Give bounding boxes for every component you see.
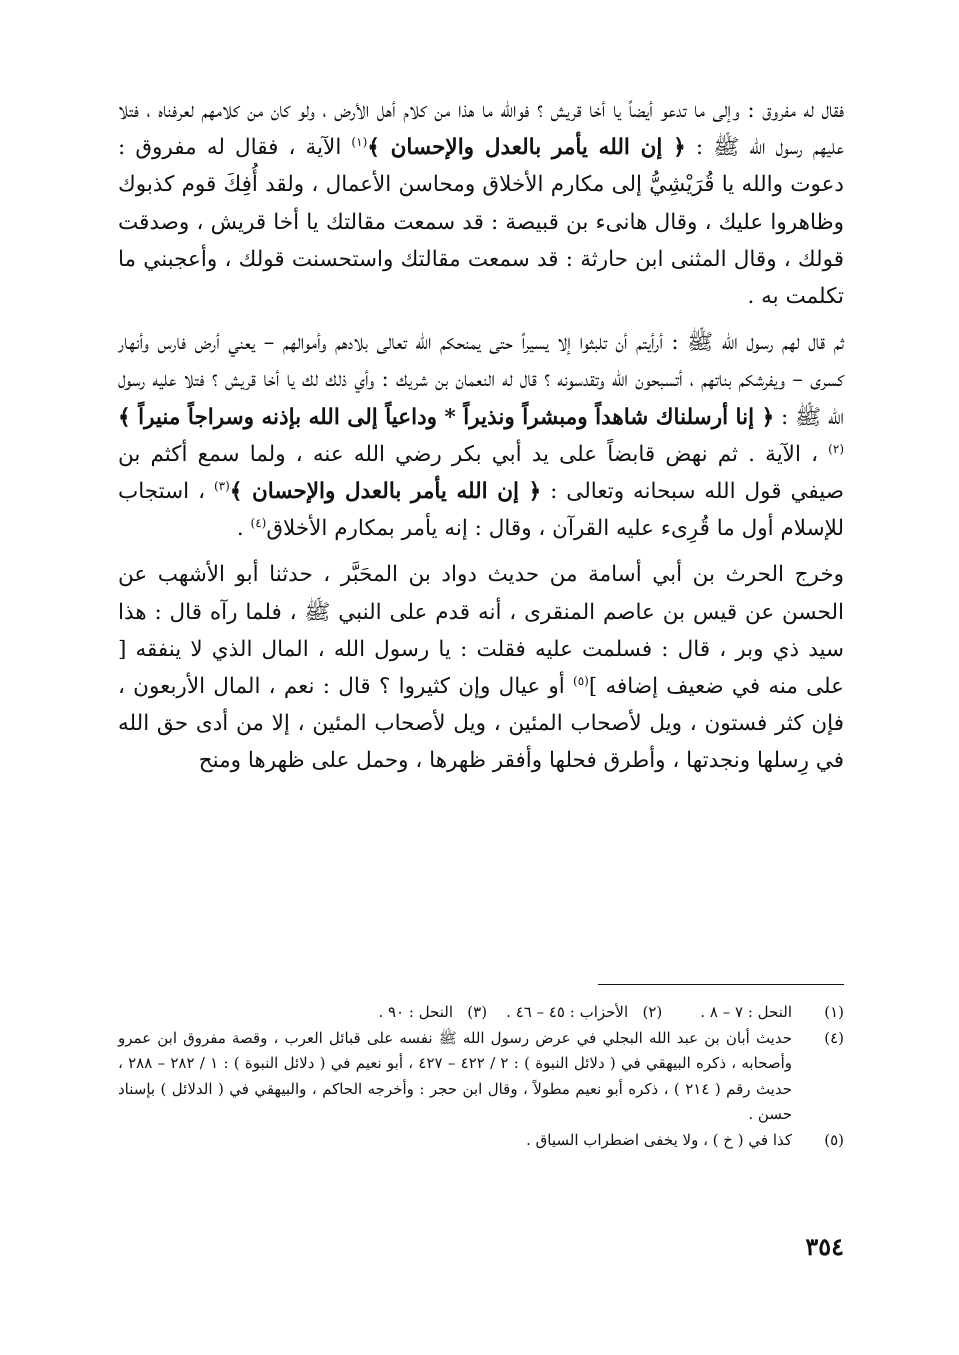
footnote-divider (598, 984, 844, 985)
footnote (118, 1026, 844, 1128)
paragraph-text: . (236, 516, 251, 542)
paragraph-text: ، الآية . ثم نهض قابضاً على يد أبي بكر رضي الله عنه ، ولما سمع أكثم بن صيفي قول الله سبحانه وتعالى : (118, 441, 844, 505)
paragraph-text: ، استجاب للإسلام أول ما قُرِىء عليه القرآن ، وقال : إنه يأمر بمكارم الأخلاق (118, 479, 844, 542)
paragraph-text: أو عيال وإن كثيروا ؟ قال : نعم ، المال الأربعون ، فإن كثر فستون ، ويل لأصحاب المئين ، ويل لأصحاب المئين ، إلا من أدى حق الله في رِسلها ونجدتها ، وأطرق فحلها وأفقر ظهرها ، وحمل على ظهرها ومنح (118, 674, 844, 774)
footnote-number: (٥) (824, 1130, 844, 1149)
footnote-reference: (٥) (573, 673, 589, 688)
footnote-number: (١) (824, 1003, 844, 1021)
footnote (118, 1000, 844, 1026)
main-text (118, 92, 844, 780)
page-number: ٣٥٤ (805, 1232, 844, 1261)
footnote-reference: (٢) (828, 441, 844, 456)
quran-quote: ﴿ إن الله يأمر بالعدل والإحسان ﴾ (229, 479, 542, 505)
footnote (118, 1128, 844, 1154)
paragraph-text: فقال له مفروق : وإلى ما تدعو أيضاً يا أخا قريش ؟ فوالله ما هذا من كلام أهل الأرض ، ولو كان من كلامهم لعرفناه ، فتلا عليهم رسول الله ﷺ : (118, 98, 845, 161)
paragraph-1 (118, 92, 844, 315)
paragraph-text: الآية ، فقال له مفروق : دعوت والله يا قُرَيْشِيُّ إلى مكارم الأخلاق ومحاسن الأعمال ، ولقد أُفِكَ قوم كذبوك وظاهروا عليك ، وقال هانىء بن قبيصة : قد سمعت مقالتك يا أخا قريش ، وصدقت قولك ، وقال المثنى ابن حارثة : قد سمعت مقالتك واستحسنت قولك ، وأعجبني ما تكلمت به . (118, 135, 844, 310)
footnotes (118, 1000, 844, 1153)
quran-quote: ﴿ إنا أرسلناك شاهداً ومبشراً ونذيراً * وداعياً إلى الله بإذنه وسراجاً منيراً ﴾ (118, 404, 775, 430)
footnote-reference: (١) (351, 135, 368, 150)
footnote-reference: (٤) (250, 516, 267, 531)
footnote-number: (٤) (824, 1028, 844, 1047)
footnote-text: كذا في ( خ ) ، ولا يخفى اضطراب السياق . (526, 1130, 792, 1149)
paragraph-3 (118, 556, 844, 779)
footnote-text: حديث أبان بن عبد الله البجلي في عرض رسول الله ﷺ نفسه على قبائل العرب ، وقصة مفروق ابن عمرو وأصحابه ، ذكره البيهقي في ( دلائل النبوة ) : ٢ / ٤٢٢ – ٤٢٧ ، أبو نعيم في ( دلائل النبوة ) : ١ / ٢٨٢ – ٢٨٨ ، حديث رقم ( ٢١٤ ) ، ذكره أبو نعيم مطولاً ، وقال ابن حجر : وأخرجه الحاكم ، والبيهقي في ( الدلائل ) بإسناد حسن . (118, 1028, 793, 1123)
paragraph-text: وخرج الحرث بن أبي أسامة من حديث دواد بن المحَبَّر ، حدثنا أبو الأشهب عن الحسن عن قيس بن عاصم المنقرى ، أنه قدم على النبي ﷺ ، فلما رآه قال : هذا سيد ذي وبر ، قال : فسلمت عليه فقلت : يا رسول الله ، المال الذي لا ينفقه [ على منه في ضعيف إضافه ] (118, 562, 844, 700)
quran-quote: ﴿ إن الله يأمر بالعدل والإحسان ﴾ (367, 135, 686, 161)
footnote-text: النحل : ٧ – ٨ . (٢) الأحزاب : ٤٥ – ٤٦ . (٣) النحل : ٩٠ . (378, 1003, 792, 1021)
paragraph-2 (118, 324, 844, 547)
paragraph-text: ثم قال لهم رسول الله ﷺ : أرأيتم أن تلبثوا إلا يسيراً حتى يمنحكم الله تعالى بلادهم وأموالهم – يعني أرض فارس وأنهار كسرى – ويفرشكم بناتهم ، أتسبحون الله وتقدسونه ؟ قال له النعمان بن شريك : وأي ذلك لك يا أخا قريش ؟ فتلا عليه رسول الله ﷺ : (118, 330, 844, 430)
footnote-reference: (٣) (213, 478, 230, 493)
